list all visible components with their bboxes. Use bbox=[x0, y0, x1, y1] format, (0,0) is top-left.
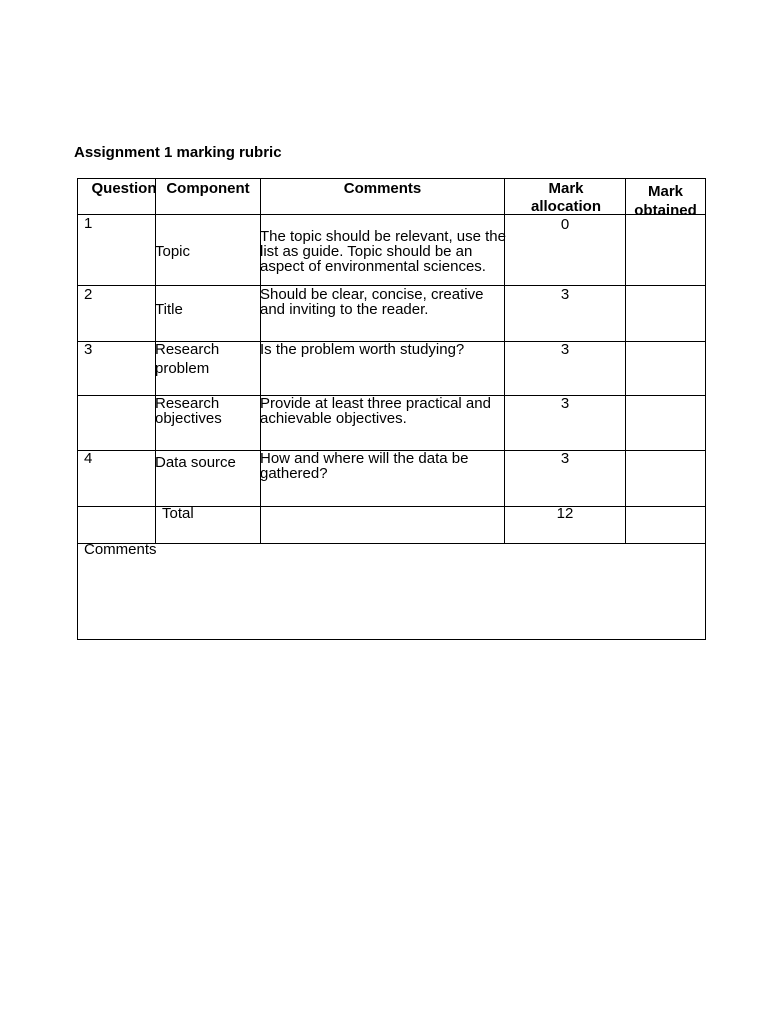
row2-component: Title bbox=[155, 301, 183, 318]
row4-comments: Provide at least three practical and achievable objectives. bbox=[260, 395, 491, 427]
header-question: Question bbox=[91, 180, 157, 197]
row4-component: Research objectives bbox=[155, 395, 222, 427]
row5-comments: How and where will the data be gathered? bbox=[260, 450, 469, 482]
row2-question: 2 bbox=[84, 286, 93, 303]
row2-mark-allocation: 3 bbox=[560, 286, 570, 303]
row3-component: Research problem bbox=[155, 341, 220, 377]
header-comments: Comments bbox=[343, 180, 422, 197]
row3-comments: Is the problem worth studying? bbox=[260, 341, 465, 358]
grid-line bbox=[625, 179, 626, 543]
row2-comments: Should be clear, concise, creative and inviting to the reader. bbox=[260, 286, 484, 318]
total-label: Total bbox=[162, 505, 194, 522]
header-mark-allocation: Mark allocation bbox=[530, 180, 601, 215]
total-mark-allocation: 12 bbox=[556, 505, 574, 522]
row1-question: 1 bbox=[84, 215, 93, 232]
footer-comments-label: Comments bbox=[84, 541, 157, 558]
marking-rubric-table bbox=[77, 178, 706, 640]
grid-line bbox=[78, 543, 705, 544]
header-component: Component bbox=[166, 180, 250, 197]
row3-question: 3 bbox=[84, 341, 93, 358]
document-title: Assignment 1 marking rubric bbox=[74, 144, 282, 161]
row4-mark-allocation: 3 bbox=[560, 395, 570, 412]
header-mark-obtained: Mark obtained bbox=[634, 183, 697, 219]
row3-mark-allocation: 3 bbox=[560, 341, 570, 358]
row1-comments: The topic should be relevant, use the list as guide. Topic should be an aspect of environmental sciences. bbox=[260, 228, 506, 275]
row1-mark-allocation: 0 bbox=[560, 216, 570, 233]
row5-question: 4 bbox=[84, 450, 93, 467]
row1-component: Topic bbox=[155, 243, 191, 260]
row5-component: Data source bbox=[155, 454, 236, 471]
row5-mark-allocation: 3 bbox=[560, 450, 570, 467]
